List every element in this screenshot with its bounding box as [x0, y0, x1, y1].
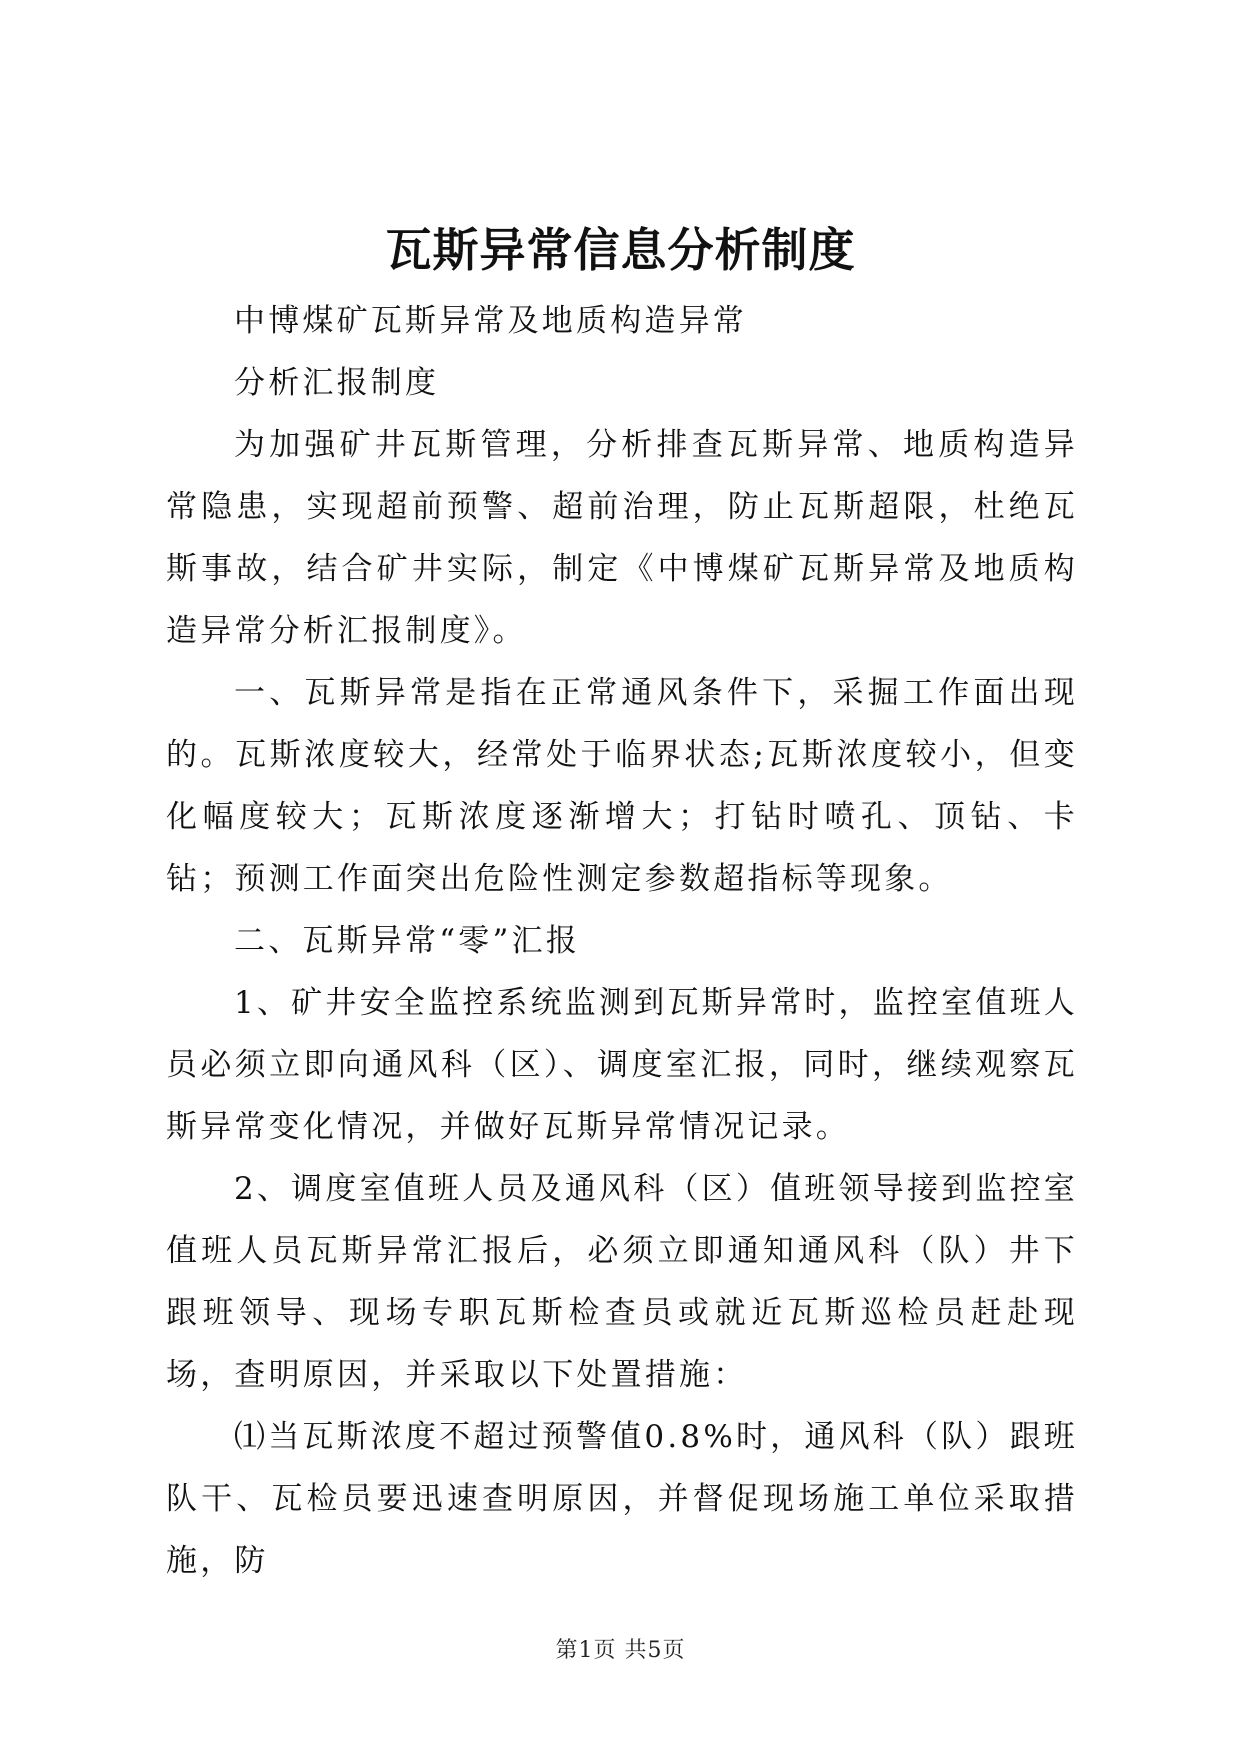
document-title: 瓦斯异常信息分析制度 — [385, 223, 856, 277]
subtitle-line-2: 分析汇报制度 — [234, 365, 440, 401]
document-body — [166, 290, 1078, 1592]
paragraph-item-2: 2、调度室值班人员及通风科（区）值班领导接到监控室值班人员瓦斯异常汇报后，必须立即通知通风科（队）井下跟班领导、现场专职瓦斯检查员或就近瓦斯巡检员赶赴现场，查明原因，并采取以下处置措施： — [166, 1171, 1078, 1393]
heading-section-2: 二、瓦斯异常“零”汇报 — [234, 923, 580, 959]
page-footer: 第1页 共5页 — [555, 1638, 686, 1663]
subtitle-line-1: 中博煤矿瓦斯异常及地质构造异常 — [234, 303, 747, 339]
paragraph-item-1: 1、矿井安全监控系统监测到瓦斯异常时，监控室值班人员必须立即向通风科（区）、调度室汇报，同时，继续观察瓦斯异常变化情况，并做好瓦斯异常情况记录。 — [166, 985, 1078, 1145]
paragraph-intro: 为加强矿井瓦斯管理，分析排查瓦斯异常、地质构造异常隐患，实现超前预警、超前治理，防止瓦斯超限，杜绝瓦斯事故，结合矿井实际，制定《中博煤矿瓦斯异常及地质构造异常分析汇报制度》。 — [166, 427, 1078, 649]
paragraph-section-1: 一、瓦斯异常是指在正常通风条件下，采掘工作面出现的。瓦斯浓度较大，经常处于临界状态;瓦斯浓度较小，但变化幅度较大；瓦斯浓度逐渐增大；打钻时喷孔、顶钻、卡钻；预测工作面突出危险性测定参数超指标等现象。 — [166, 675, 1078, 897]
paragraph-subitem-1: ⑴当瓦斯浓度不超过预警值0.8%时，通风科（队）跟班队干、瓦检员要迅速查明原因，并督促现场施工单位采取措施，防 — [166, 1419, 1078, 1579]
